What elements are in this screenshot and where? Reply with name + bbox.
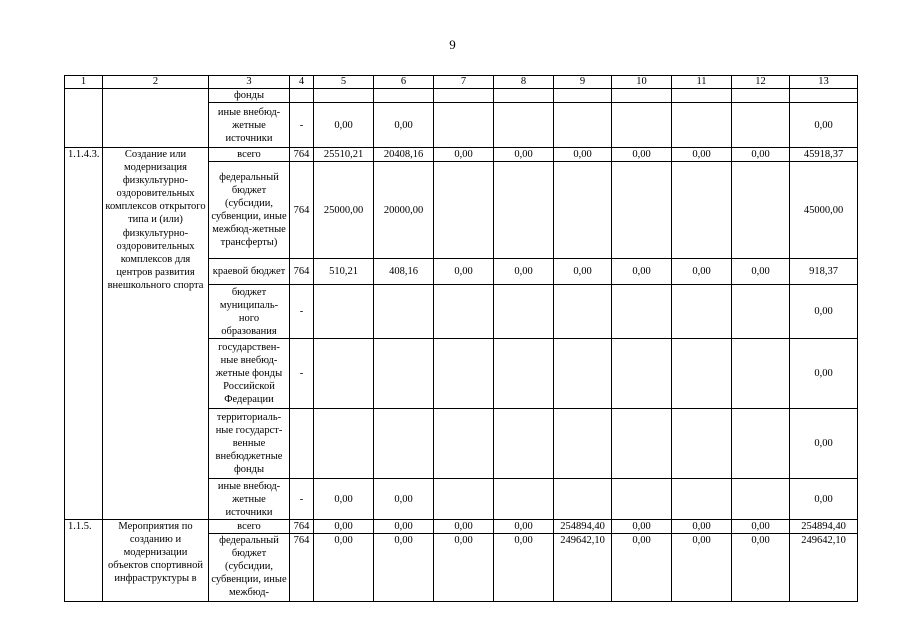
- budget-code-cell: 764: [290, 162, 314, 259]
- table-row: [65, 148, 858, 162]
- header-cell: 3: [209, 76, 290, 89]
- funding-source-cell: иные внебюд-жетные источники: [209, 103, 290, 148]
- funding-source-cell: иные внебюд-жетные источники: [209, 479, 290, 520]
- value-cell: [554, 103, 612, 148]
- value-cell: [374, 89, 434, 103]
- value-cell: [612, 409, 672, 479]
- value-cell: 0,00: [732, 148, 790, 162]
- value-cell: 0,00: [672, 148, 732, 162]
- value-cell: 0,00: [434, 259, 494, 285]
- value-cell: [732, 89, 790, 103]
- value-cell: 0,00: [494, 148, 554, 162]
- value-cell: 0,00: [434, 520, 494, 534]
- item-code-cell: [65, 89, 103, 148]
- value-cell: [554, 479, 612, 520]
- total-cell: 0,00: [790, 103, 858, 148]
- value-cell: [732, 339, 790, 409]
- value-cell: [732, 162, 790, 259]
- value-cell: [434, 89, 494, 103]
- value-cell: 0,00: [374, 479, 434, 520]
- value-cell: 0,00: [434, 148, 494, 162]
- value-cell: 0,00: [374, 103, 434, 148]
- total-cell: 0,00: [790, 285, 858, 339]
- header-cell: 5: [314, 76, 374, 89]
- total-cell: 918,37: [790, 259, 858, 285]
- total-cell: 249642,10: [790, 534, 858, 602]
- value-cell: [494, 479, 554, 520]
- budget-code-cell: -: [290, 339, 314, 409]
- funding-source-cell: бюджет муниципаль-ного образования: [209, 285, 290, 339]
- value-cell: [672, 89, 732, 103]
- value-cell: 510,21: [314, 259, 374, 285]
- header-cell: 12: [732, 76, 790, 89]
- value-cell: [494, 285, 554, 339]
- value-cell: 0,00: [314, 520, 374, 534]
- item-code-cell: 1.1.5.: [65, 520, 103, 602]
- value-cell: [554, 285, 612, 339]
- value-cell: [612, 479, 672, 520]
- header-cell: 11: [672, 76, 732, 89]
- value-cell: [494, 409, 554, 479]
- value-cell: [434, 285, 494, 339]
- value-cell: [314, 89, 374, 103]
- value-cell: [612, 162, 672, 259]
- total-cell: 0,00: [790, 479, 858, 520]
- funding-source-cell: федеральный бюджет (субсидии, субвенции, иные межбюд-жетные трансферты): [209, 162, 290, 259]
- budget-code-cell: 764: [290, 259, 314, 285]
- value-cell: [434, 479, 494, 520]
- total-cell: 45000,00: [790, 162, 858, 259]
- header-cell: 13: [790, 76, 858, 89]
- value-cell: [434, 162, 494, 259]
- item-name-cell: Мероприятия по созданию и модернизации объектов спортивной инфраструктуры в: [103, 520, 209, 602]
- value-cell: 0,00: [494, 520, 554, 534]
- budget-code-cell: -: [290, 103, 314, 148]
- value-cell: [314, 409, 374, 479]
- value-cell: [494, 103, 554, 148]
- value-cell: [672, 103, 732, 148]
- value-cell: 408,16: [374, 259, 434, 285]
- value-cell: [732, 479, 790, 520]
- value-cell: 0,00: [672, 520, 732, 534]
- value-cell: [554, 409, 612, 479]
- budget-code-cell: 764: [290, 520, 314, 534]
- value-cell: [612, 89, 672, 103]
- value-cell: 20000,00: [374, 162, 434, 259]
- value-cell: 0,00: [732, 259, 790, 285]
- value-cell: 0,00: [554, 148, 612, 162]
- total-cell: 0,00: [790, 339, 858, 409]
- value-cell: [672, 162, 732, 259]
- item-name-cell: [103, 89, 209, 148]
- value-cell: [434, 103, 494, 148]
- value-cell: 0,00: [374, 534, 434, 602]
- header-cell: 7: [434, 76, 494, 89]
- value-cell: 0,00: [314, 534, 374, 602]
- funding-source-cell: всего: [209, 520, 290, 534]
- header-cell: 4: [290, 76, 314, 89]
- value-cell: [672, 339, 732, 409]
- header-cell: 10: [612, 76, 672, 89]
- value-cell: [672, 285, 732, 339]
- value-cell: [612, 339, 672, 409]
- value-cell: [434, 409, 494, 479]
- value-cell: [732, 103, 790, 148]
- budget-code-cell: -: [290, 285, 314, 339]
- value-cell: 0,00: [494, 534, 554, 602]
- budget-code-cell: [290, 89, 314, 103]
- value-cell: [494, 339, 554, 409]
- value-cell: 0,00: [612, 148, 672, 162]
- value-cell: [732, 285, 790, 339]
- header-cell: 2: [103, 76, 209, 89]
- value-cell: 0,00: [314, 103, 374, 148]
- budget-code-cell: [290, 409, 314, 479]
- value-cell: 0,00: [434, 534, 494, 602]
- value-cell: [494, 162, 554, 259]
- value-cell: [314, 285, 374, 339]
- value-cell: [494, 89, 554, 103]
- value-cell: 0,00: [612, 259, 672, 285]
- value-cell: 249642,10: [554, 534, 612, 602]
- value-cell: 0,00: [374, 520, 434, 534]
- value-cell: [554, 162, 612, 259]
- total-cell: 254894,40: [790, 520, 858, 534]
- value-cell: 0,00: [612, 520, 672, 534]
- total-cell: 45918,37: [790, 148, 858, 162]
- value-cell: 20408,16: [374, 148, 434, 162]
- funding-source-cell: государствен-ные внебюд-жетные фонды Российской Федерации: [209, 339, 290, 409]
- value-cell: [672, 409, 732, 479]
- item-name-cell: Создание или модернизация физкультурно-оздоровительных комплексов открытого типа и (или) физкультурно-оздоровительных комплексов для центров развития внешкольного спорта: [103, 148, 209, 520]
- funding-source-cell: фонды: [209, 89, 290, 103]
- value-cell: 0,00: [612, 534, 672, 602]
- total-cell: 0,00: [790, 409, 858, 479]
- header-cell: 9: [554, 76, 612, 89]
- table-row: [65, 89, 858, 103]
- value-cell: [434, 339, 494, 409]
- value-cell: 0,00: [672, 259, 732, 285]
- value-cell: [374, 339, 434, 409]
- item-code-cell: 1.1.4.3.: [65, 148, 103, 520]
- value-cell: 25000,00: [314, 162, 374, 259]
- value-cell: [374, 409, 434, 479]
- column-number-header-row: [65, 76, 858, 89]
- value-cell: [732, 409, 790, 479]
- header-cell: 1: [65, 76, 103, 89]
- value-cell: [554, 339, 612, 409]
- value-cell: 25510,21: [314, 148, 374, 162]
- funding-source-cell: всего: [209, 148, 290, 162]
- budget-code-cell: 764: [290, 148, 314, 162]
- header-cell: 8: [494, 76, 554, 89]
- total-cell: [790, 89, 858, 103]
- value-cell: [374, 285, 434, 339]
- table-row: [65, 520, 858, 534]
- header-cell: 6: [374, 76, 434, 89]
- funding-source-cell: федеральный бюджет (субсидии, субвенции, иные межбюд-: [209, 534, 290, 602]
- page-number: 9: [449, 37, 456, 52]
- value-cell: 0,00: [494, 259, 554, 285]
- value-cell: [672, 479, 732, 520]
- value-cell: 0,00: [554, 259, 612, 285]
- value-cell: [314, 339, 374, 409]
- value-cell: [554, 89, 612, 103]
- value-cell: 0,00: [672, 534, 732, 602]
- value-cell: 254894,40: [554, 520, 612, 534]
- funding-source-cell: территориаль-ные государст-венные внебюджетные фонды: [209, 409, 290, 479]
- funding-source-cell: краевой бюджет: [209, 259, 290, 285]
- budget-code-cell: -: [290, 479, 314, 520]
- value-cell: 0,00: [732, 520, 790, 534]
- value-cell: 0,00: [732, 534, 790, 602]
- value-cell: [612, 103, 672, 148]
- value-cell: [612, 285, 672, 339]
- budget-code-cell: 764: [290, 534, 314, 602]
- value-cell: 0,00: [314, 479, 374, 520]
- budget-table: [64, 75, 858, 602]
